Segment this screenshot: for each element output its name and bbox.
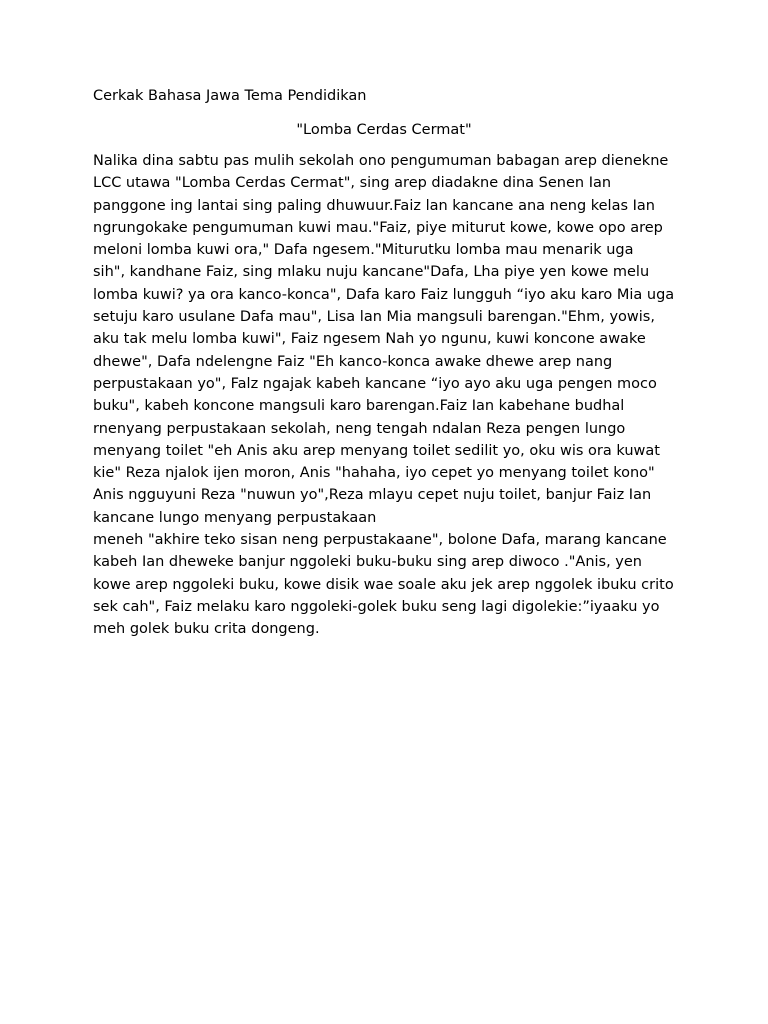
story-body xyxy=(93,150,693,641)
body-line: Nalika dina sabtu pas mulih sekolah ono pengumuman babagan arep dienekne xyxy=(93,153,669,169)
body-line: dhewe", Dafa ndelengne Faiz "Eh kanco-konca awake dhewe arep nang xyxy=(93,353,613,370)
body-line: kancane lungo menyang perpustakaan xyxy=(93,509,377,526)
body-line: meneh "akhire teko sisan neng perpustakaane", bolone Dafa, marang kancane xyxy=(93,532,667,549)
body-line: Anis ngguyuni Reza "nuwun yo",Reza mlayu cepet nuju toilet, banjur Faiz Ian xyxy=(93,487,652,504)
body-line: perpustakaan yo", Falz ngajak kabeh kancane “iyo ayo aku uga pengen moco xyxy=(93,375,657,392)
body-line: kie" Reza njalok ijen moron, Anis "hahaha, iyo cepet yo menyang toilet kono" xyxy=(93,465,655,482)
document-title: Cerkak Bahasa Jawa Tema Pendidikan xyxy=(93,88,367,104)
body-line: menyang toilet "eh Anis aku arep menyang toilet sedilit yo, oku wis ora kuwat xyxy=(93,442,660,459)
body-line: sek cah", Faiz melaku karo nggoleki-golek buku seng lagi digolekie:”iyaaku yo xyxy=(93,598,660,615)
body-line: sih", kandhane Faiz, sing mlaku nuju kancane"Dafa, Lha piye yen kowe melu xyxy=(93,264,650,281)
body-line: kabeh Ian dheweke banjur nggoleki buku-buku sing arep diwoco ."Anis, yen xyxy=(93,554,642,571)
body-line: aku tak melu lomba kuwi", Faiz ngesem Nah yo ngunu, kuwi koncone awake xyxy=(93,331,646,348)
body-line: meh golek buku crita dongeng. xyxy=(93,621,320,638)
body-line: buku", kabeh koncone mangsuli karo barengan.Faiz Ian kabehane budhal xyxy=(93,398,625,415)
body-line: lomba kuwi? ya ora kanco-konca", Dafa karo Faiz lungguh “iyo aku karo Mia uga xyxy=(93,286,675,303)
body-line: meloni lomba kuwi ora," Dafa ngesem."Miturutku lomba mau menarik uga xyxy=(93,242,634,259)
story-title: "Lomba Cerdas Cermat" xyxy=(296,122,472,138)
body-line: panggone ing lantai sing paling dhuwuur.Faiz lan kancane ana neng kelas Ian xyxy=(93,197,655,214)
body-line: setuju karo usulane Dafa mau", Lisa lan Mia mangsuli barengan."Ehm, yowis, xyxy=(93,309,655,326)
body-line: ngrungokake pengumuman kuwi mau."Faiz, piye miturut kowe, kowe opo arep xyxy=(93,219,663,236)
body-line: LCC utawa "Lomba Cerdas Cermat", sing arep diadakne dina Senen Ian xyxy=(93,175,612,192)
body-line: rnenyang perpustakaan sekolah, neng tengah ndalan Reza pengen lungo xyxy=(93,420,626,437)
body-line: kowe arep nggoleki buku, kowe disik wae soale aku jek arep nggolek ibuku crito xyxy=(93,576,674,593)
